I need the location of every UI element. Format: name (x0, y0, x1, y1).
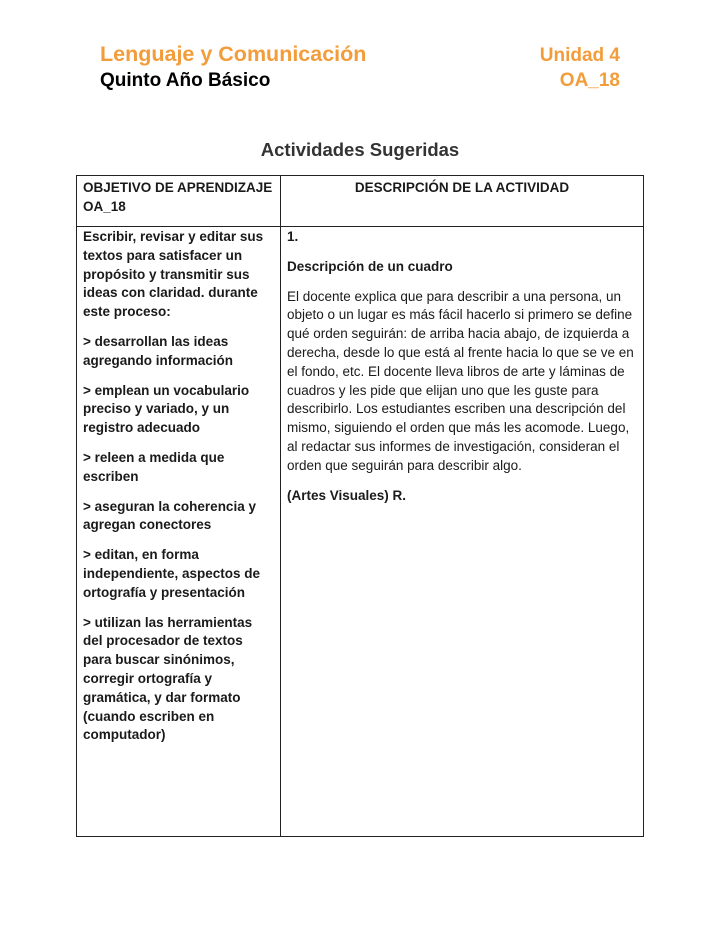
unit-label: Unidad 4 (539, 45, 620, 66)
section-title: Actividades Sugeridas (260, 139, 460, 160)
activity-title: Descripción de un cuadro (287, 258, 453, 274)
table-row (77, 227, 644, 837)
table-header-row (77, 176, 644, 227)
objective-paragraph: Escribir, revisar y editar sus textos para satisfacer un propósito y transmitir sus ideas con claridad. durante este proceso: (83, 229, 264, 320)
objective-paragraph: > emplean un vocabulario preciso y variado, y un registro adecuado (83, 382, 250, 436)
grade-label: Quinto Año Básico (100, 70, 271, 91)
description-header: DESCRIPCIÓN DE LA ACTIVIDAD (281, 176, 644, 227)
header-row-1 (100, 42, 620, 67)
subject-title: Lenguaje y Comunicación (100, 42, 367, 66)
activity-reference: (Artes Visuales) R. (287, 487, 407, 503)
objective-paragraph: > aseguran la coherencia y agregan conectores (83, 498, 256, 533)
objective-header: OBJETIVO DE APRENDIZAJE OA_18 (77, 176, 281, 227)
activity-number: 1. (287, 229, 299, 244)
activity-table (76, 175, 644, 837)
oa-label: OA_18 (559, 70, 620, 91)
objective-cell (77, 227, 281, 837)
objective-paragraph: > desarrollan las ideas agregando información (83, 333, 234, 368)
activity-body: El docente explica que para describir a una persona, un objeto o un lugar es más fácil hacerlo si primero se define qué orden seguirán: de arriba hacia abajo, de izquierda a derecha, desde lo que está al frente hacia lo que se ve en el fondo, etc. El docente lleva libros de arte y láminas de cuadros y les pide que elijan uno que les guste para describirlo. Los estudiantes escriben una descripción del mismo, siguiendo el orden que más les acomode. Luego, al redactar sus informes de investigación, consideran el orden que seguirán para describir algo. (287, 288, 634, 473)
objective-paragraph: > utilizan las herramientas del procesador de textos para buscar sinónimos, corregir ortografía y gramática, y dar formato (cuando escriben en computador) (83, 614, 253, 743)
objective-paragraph: > editan, en forma independiente, aspectos de ortografía y presentación (83, 547, 261, 600)
header-row-2 (100, 70, 620, 92)
description-cell (281, 227, 644, 837)
objective-paragraph: > releen a medida que escriben (83, 449, 225, 484)
